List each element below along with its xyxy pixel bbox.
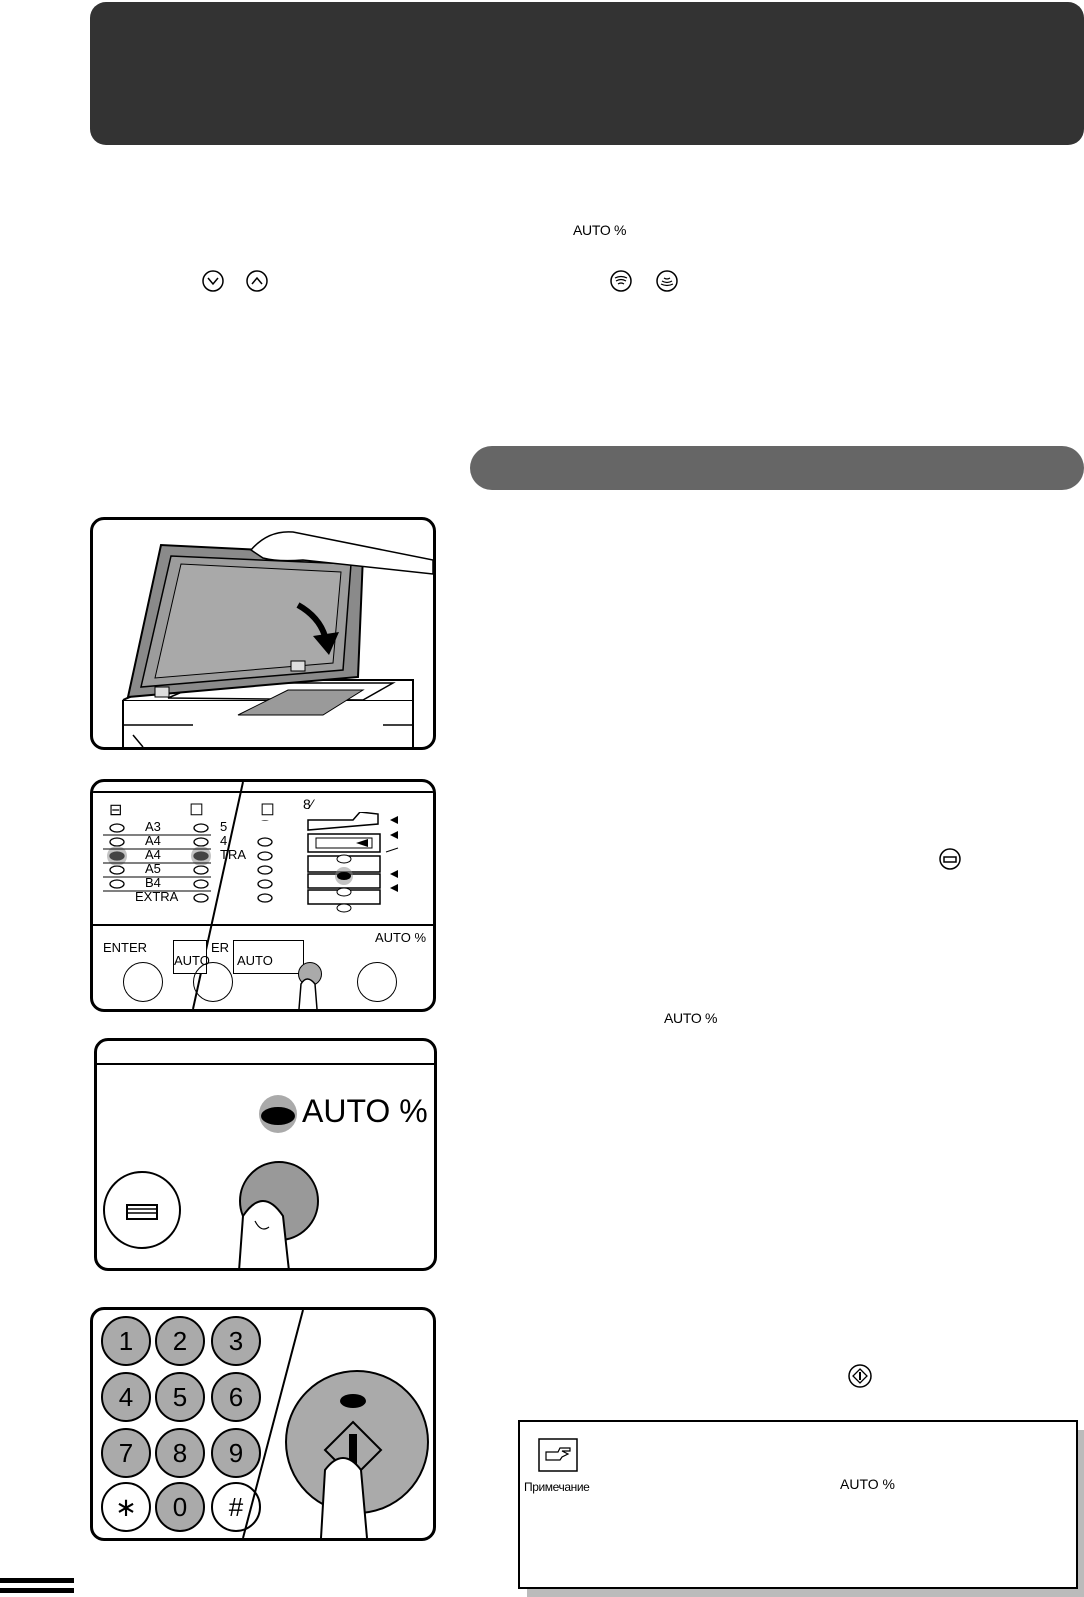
cover-illustration <box>90 517 436 750</box>
size-extra: EXTRA <box>135 889 179 904</box>
page-rule-1 <box>0 1578 74 1583</box>
auto-percent-big-label: AUTO % <box>302 1093 428 1129</box>
auto-left-button[interactable]: AUTO <box>173 940 207 974</box>
lighter-exposure-icon <box>611 271 631 291</box>
darker-exposure-icon <box>657 271 677 291</box>
paper-select-big-button[interactable] <box>103 1171 181 1249</box>
down-arrow-icon <box>203 271 223 291</box>
key-6[interactable]: 6 <box>211 1372 261 1422</box>
cover-drawing <box>93 520 433 747</box>
size-a4r: A4 <box>145 847 161 862</box>
auto-percent-label-step: AUTO % <box>664 1010 718 1026</box>
paper-select-panel <box>90 779 436 1012</box>
auto-percent-closeup <box>94 1038 437 1271</box>
enter-button[interactable] <box>123 962 163 1002</box>
key-9[interactable]: 9 <box>211 1428 261 1478</box>
size-a5: A5 <box>145 861 161 876</box>
auto-percent-button[interactable] <box>357 962 397 1002</box>
paper-select-icon <box>938 847 962 871</box>
key-7[interactable]: 7 <box>101 1428 151 1478</box>
key-star[interactable]: ∗ <box>101 1482 151 1532</box>
key-0[interactable]: 0 <box>155 1482 205 1532</box>
auto-percent-lamp <box>261 1107 295 1125</box>
size-a4: A4 <box>145 833 161 848</box>
note-auto-percent: AUTO % <box>840 1476 895 1492</box>
key-2[interactable]: 2 <box>155 1316 205 1366</box>
exposure-icons <box>609 268 681 294</box>
size-b4: B4 <box>145 875 161 890</box>
pressing-finger-icon <box>233 1191 313 1271</box>
key-hash[interactable]: # <box>211 1482 261 1532</box>
size-a3: A3 <box>145 819 161 834</box>
paper-icon-left: ◻ <box>189 798 204 818</box>
section-heading-bar <box>470 446 1084 490</box>
start-ready-lamp <box>340 1394 366 1408</box>
enter-label: ENTER <box>103 940 148 955</box>
up-arrow-icon <box>247 271 267 291</box>
paper-stack-icon <box>105 1173 179 1247</box>
note-label: Примечание <box>524 1480 590 1494</box>
original-size-icon: ⊟ <box>109 802 123 819</box>
auto-percent-indicator: AUTO % <box>375 930 427 945</box>
size-labels-cut: 5 4 TRA <box>220 819 246 862</box>
key-5[interactable]: 5 <box>155 1372 205 1422</box>
header-bar <box>90 2 1084 145</box>
auto-paper-button[interactable]: AUTO <box>233 940 304 974</box>
paper-icon-right: ◻ <box>260 798 275 818</box>
start-finger-icon <box>315 1450 375 1538</box>
enter-button-cut[interactable] <box>193 962 233 1002</box>
page-rule-2 <box>0 1588 74 1593</box>
keypad-panel <box>90 1307 436 1541</box>
key-1[interactable]: 1 <box>101 1316 151 1366</box>
tray-paper-label: 8⁄ <box>303 796 314 812</box>
pointing-hand-icon <box>538 1438 578 1472</box>
finger-icon <box>293 972 323 1009</box>
auto-percent-label-top: AUTO % <box>573 222 627 238</box>
key-3[interactable]: 3 <box>211 1316 261 1366</box>
down-up-arrow-icons <box>201 268 271 294</box>
key-4[interactable]: 4 <box>101 1372 151 1422</box>
key-8[interactable]: 8 <box>155 1428 205 1478</box>
enter-cut-label: ER <box>211 940 230 955</box>
start-icon <box>847 1363 873 1389</box>
note-box <box>518 1420 1078 1589</box>
